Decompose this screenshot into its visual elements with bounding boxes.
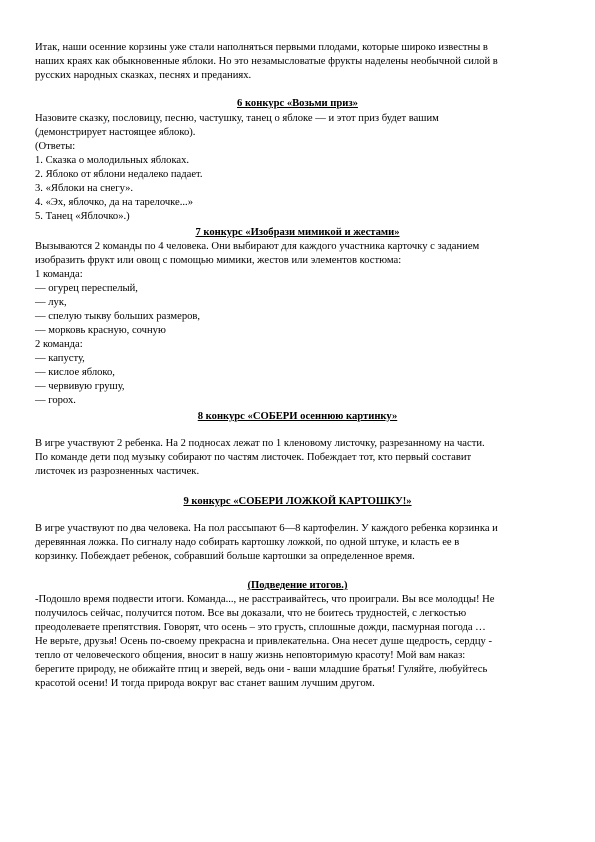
contest-9-line: деревянная ложка. По сигналу надо собирать картошку ложкой, по одной штуке, и класть ее в (35, 537, 460, 548)
contest-6-line: 3. «Яблоки на снегу». (35, 183, 134, 194)
contest-7-line: — морковь красную, сочную (35, 325, 166, 336)
summary-line: преодолеваете препятствия. Говорят, что осень – это грусть, сплошные дожди, пасмурная погода … (35, 622, 486, 633)
contest-9-line: корзинку. Побеждает ребенок, собравший больше картошки за определенное время. (35, 551, 415, 562)
contest-7-line: — кислое яблоко, (35, 367, 115, 378)
intro-line: Итак, наши осенние корзины уже стали наполняться первыми плодами, которые широко известны в (35, 42, 488, 53)
contest-6-line: (демонстрирует настоящее яблоко). (35, 127, 196, 138)
contest-6-line: (Ответы: (35, 141, 76, 152)
contest-6-heading: 6 конкурс «Возьми приз» (237, 98, 358, 109)
contest-6-line: 4. «Эх, яблочко, да на тарелочке...» (35, 197, 194, 208)
summary-line: Не верьте, друзья! Осень по-своему прекрасна и привлекательна. Она несет душе щедрость, сердцу - (35, 636, 492, 647)
intro-line: русских народных сказках, песнях и преданиях. (35, 70, 252, 81)
contest-7-line: — огурец переспелый, (35, 283, 138, 294)
summary-line: -Подошло время подвести итоги. Команда..., не расстраивайтесь, что проиграли. Вы все молодцы! Не (35, 594, 495, 605)
contest-7-line: 1 команда: (35, 269, 83, 280)
summary-line: красотой осени! И тогда природа вокруг вас станет вашим лучшим другом. (35, 678, 375, 689)
contest-7-line: — лук, (35, 297, 67, 308)
contest-7-heading: 7 конкурс «Изобрази мимикой и жестами» (195, 227, 400, 238)
contest-8-line: По команде дети под музыку собирают по частям листочек. Побеждает тот, кто первый составит (35, 452, 472, 463)
contest-6-line: 5. Танец «Яблочко».) (35, 211, 130, 222)
summary-heading: (Подведение итогов.) (247, 580, 348, 591)
contest-7-line: изобразить фрукт или овощ с помощью мимики, жестов или элементов костюма: (35, 255, 402, 266)
contest-9-line: В игре участвуют по два человека. На пол рассыпают 6—8 картофелин. У каждого ребенка корзинка и (35, 523, 498, 534)
contest-6-line: Назовите сказку, пословицу, песню, частушку, танец о яблоке — и этот приз будет вашим (35, 113, 439, 124)
intro-line: наших краях как обыкновенные яблоки. Но это незамысловатые фрукты наделены необычной силой в (35, 56, 498, 67)
contest-6-line: 2. Яблоко от яблони недалеко падает. (35, 169, 203, 180)
contest-8-line: листочек из разрозненных частичек. (35, 466, 200, 477)
contest-7-line: Вызываются 2 команды по 4 человека. Они выбирают для каждого участника карточку с заданием (35, 241, 480, 252)
contest-7-line: — спелую тыкву больших размеров, (35, 311, 201, 322)
contest-9-heading: 9 конкурс «СОБЕРИ ЛОЖКОЙ КАРТОШКУ!» (183, 496, 412, 507)
contest-7-line: — горох. (35, 395, 76, 406)
contest-7-line: — червивую грушу, (35, 381, 125, 392)
contest-8-heading: 8 конкурс «СОБЕРИ осеннюю картинку» (197, 411, 398, 422)
contest-7-line: 2 команда: (35, 339, 83, 350)
contest-6-line: 1. Сказка о молодильных яблоках. (35, 155, 190, 166)
contest-7-line: — капусту, (35, 353, 85, 364)
summary-line: получилось сейчас, получится потом. Все вы доказали, что не боитесь трудностей, с легкостью (35, 608, 467, 619)
contest-8-line: В игре участвуют 2 ребенка. На 2 подносах лежат по 1 кленовому листочку, разрезанному на части. (35, 438, 485, 449)
summary-line: тепло от человеческого общения, вносит в нашу жизнь неповторимую красоту! Мой вам наказ: (35, 650, 466, 661)
summary-line: берегите природу, не обижайте птиц и зверей, ведь они - ваши младшие братья! Гуляйте, любуйтесь (35, 664, 488, 675)
